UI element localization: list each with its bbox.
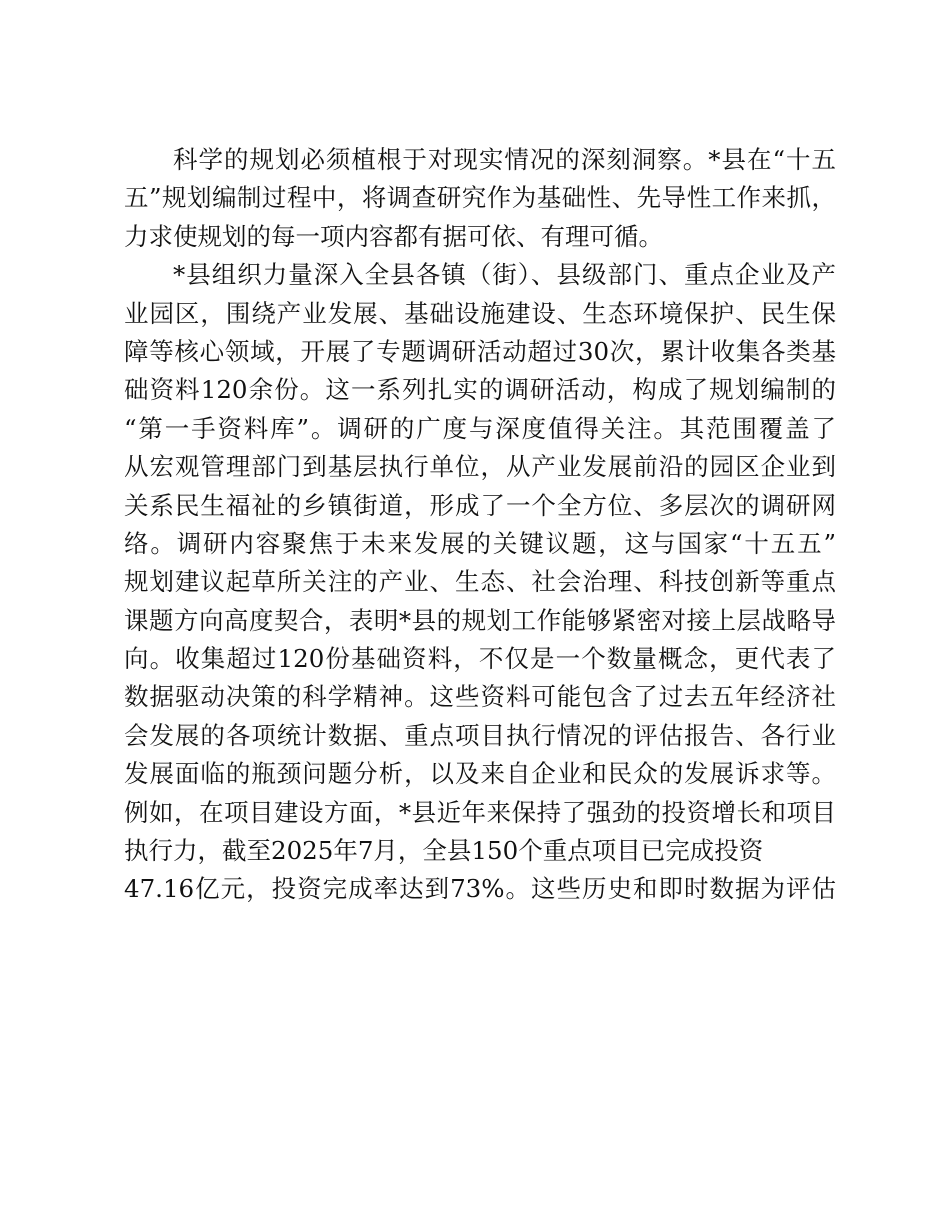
paragraph-2 xyxy=(124,256,836,909)
text-line: 从宏观管理部门到基层执行单位，从产业发展前沿的园区企业到 xyxy=(124,452,836,482)
text-line: 会发展的各项统计数据、重点项目执行情况的评估报告、各行业 xyxy=(124,720,836,750)
text-line: 关系民生福祉的乡镇街道，形成了一个全方位、多层次的调研网 xyxy=(124,490,836,520)
text-line: 络。调研内容聚焦于未来发展的关键议题，这与国家“十五五” xyxy=(124,528,836,558)
text-line: 发展面临的瓶颈问题分析，以及来自企业和民众的发展诉求等。 xyxy=(124,759,836,789)
paragraph-1 xyxy=(124,141,836,256)
text-line: *县组织力量深入全县各镇（街）、县级部门、重点企业及产 xyxy=(173,260,836,290)
text-line: 五”规划编制过程中，将调查研究作为基础性、先导性工作来抓， xyxy=(124,183,836,213)
text-line: 力求使规划的每一项内容都有据可依、有理可循。 xyxy=(124,221,663,251)
text-line: 向。收集超过120份基础资料，不仅是一个数量概念，更代表了 xyxy=(124,644,836,674)
text-line: “第一手资料库”。调研的广度与深度值得关注。其范围覆盖了 xyxy=(124,413,836,443)
text-line: 业园区，围绕产业发展、基础设施建设、生态环境保护、民生保 xyxy=(124,298,836,328)
text-line: 执行力，截至2025年7月，全县150个重点项目已完成投资 xyxy=(124,836,764,866)
text-line: 科学的规划必须植根于对现实情况的深刻洞察。*县在“十五 xyxy=(173,145,836,174)
text-line: 础资料120余份。这一系列扎实的调研活动，构成了规划编制的 xyxy=(124,375,836,405)
text-line: 规划建议起草所关注的产业、生态、社会治理、科技创新等重点 xyxy=(124,567,836,597)
text-line: 障等核心领域，开展了专题调研活动超过30次，累计收集各类基 xyxy=(124,336,836,366)
document-body xyxy=(124,141,836,909)
text-line: 课题方向高度契合，表明*县的规划工作能够紧密对接上层战略导 xyxy=(124,605,836,635)
text-line: 数据驱动决策的科学精神。这些资料可能包含了过去五年经济社 xyxy=(124,682,836,712)
text-line: 47.16亿元，投资完成率达到73%。这些历史和即时数据为评估 xyxy=(124,874,836,904)
text-line: 例如，在项目建设方面，*县近年来保持了强劲的投资增长和项目 xyxy=(124,797,836,827)
